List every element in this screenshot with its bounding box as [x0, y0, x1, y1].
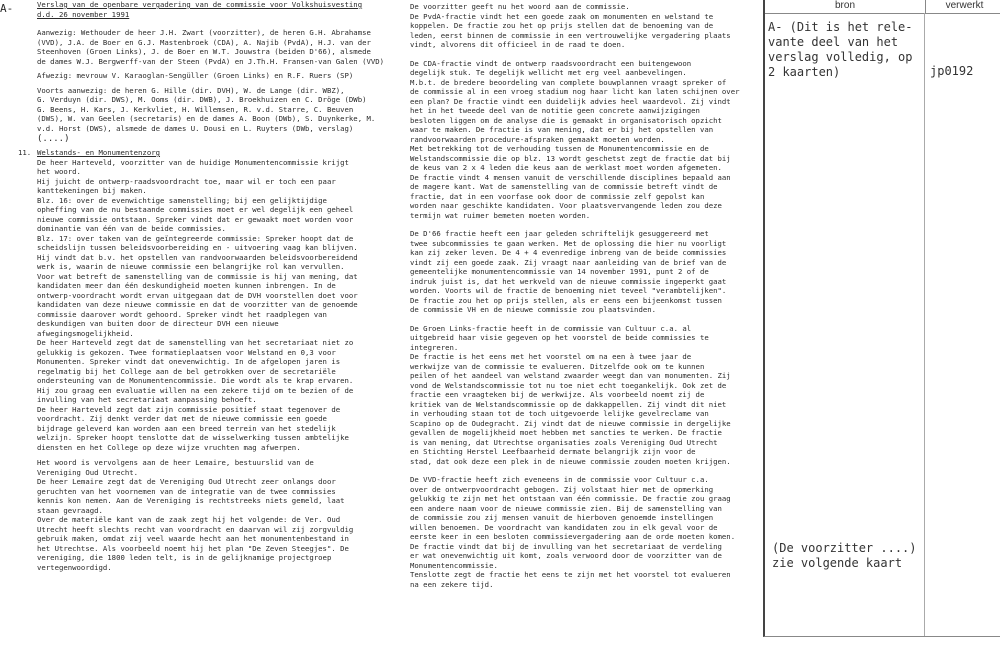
text-line: Over de materiële kant van de zaak zegt hij het volgende: de Ver. Oud	[37, 515, 341, 524]
left-column	[0, 0, 400, 572]
text-line: kanttekeningen bij maken.	[37, 186, 147, 195]
text-line: gemeentelijke monumentencommissie van 14 november 1991, punt 2 of de	[410, 267, 709, 276]
text-line: willen benoemen. De voordracht van kandidaten zou in elk geval voor de	[410, 522, 718, 532]
text-line: dominantie van één van de beide commissies.	[37, 224, 226, 233]
text-line: fractie, dat in een voorfase ook door de commissie zelf gepolst kan	[410, 191, 705, 201]
text-line: Scapino op de Oudegracht. Zij vindt dat de nieuwe commissie in dergelijke	[410, 418, 731, 428]
text-line: Het woord is vervolgens aan de heer Lemaire, bestuurslid van de	[37, 458, 314, 467]
text-line: er wat onevenwichtig uit komt, zoals verwoord door de voorzitter van de	[410, 551, 722, 560]
text-line: afwegingsmogelijkheid.	[37, 328, 134, 338]
card-column-divider	[924, 13, 925, 636]
text-line: Vereniging Oud Utrecht.	[37, 467, 139, 477]
header-bron: bron	[834, 0, 855, 11]
section-header	[0, 148, 400, 158]
text-line: voordracht. Zij denkt verder dat met de nieuwe commissie een goede	[37, 414, 327, 423]
card-footer-line: zie volgende kaart	[772, 556, 903, 570]
text-line: het in het tweede deel van de notitie geen concrete aanwijzigingen	[410, 106, 700, 115]
cda-block	[410, 59, 760, 221]
text-line: De fractie zou het op prijs stellen, als er eens een bijeenkomst tussen	[410, 295, 722, 305]
text-line: scheidslijn tussen beleidsvoorbereiding en - uitvoering vaag kan blijven.	[37, 243, 358, 252]
text-line: kritiek van de Welstandscommissie op de dakkappellen. Zij vindt dit niet	[410, 399, 727, 409]
attendance-present	[0, 28, 400, 66]
text-line: kandidaten van deze nieuwe commissie en dat de voorzitter van de genoemde	[37, 300, 358, 309]
card-note-line: 2 kaarten)	[768, 65, 841, 79]
text-line: ondersteuning van de Monumentencommissie. Die wordt als te krap ervaren.	[37, 376, 354, 385]
text-line: eerste keer in een besloten commissievergadering aan de orde moeten komen.	[410, 532, 736, 541]
text-line: worden. Voorts wil de fractie de benoeming niet teveel "verambtelijken".	[410, 286, 727, 295]
text-line: kennis kon nemen. Aan de Vereniging is rechtstreeks niets gemeld, laat	[37, 496, 345, 505]
middle-column	[410, 0, 760, 589]
text-line: vertegenwoordigd.	[37, 562, 112, 572]
text-line: De fractie vindt dat bij de invulling van het secretariaat de verdeling	[410, 541, 722, 551]
text-line: uitgebreid haar visie gegeven op het voorstel de beide commissies te	[410, 333, 709, 342]
text-line: het woord.	[37, 167, 81, 176]
text-line: gelukkig is gekozen. Twee formatieplaatsen voor Welstand en 0,3 voor	[37, 347, 336, 357]
text-line: worden naar geschikte kandidaten. Voor plaatsvervangende leden zou deze	[410, 201, 722, 210]
text-line: degelijk stuk. Te degelijk wellicht met erg veel aanbevelingen.	[410, 68, 687, 77]
text-line: besloten liggen om de analyse die is gemaakt in organisatorisch opzicht	[410, 115, 722, 125]
text-line: kandidaten meer dan één deskundigheid moeten kunnen inbrengen. In de	[37, 281, 336, 290]
card-note-line: A- (Dit is het rele-	[768, 20, 913, 34]
text-line: De heer Harteveld zegt dat zijn commissie positief staat tegenover de	[37, 404, 341, 414]
title-line: d.d. 26 november 1991	[37, 9, 130, 19]
attendance-also-present	[0, 86, 400, 134]
text-line: Steenhoven (Groen Links), J. de Boer en W.T. Jouwstra (beiden D'66), alsmede	[37, 47, 371, 56]
text-line: De heer Lemaire zegt dat de Vereniging Oud Utrecht zeer onlangs door	[37, 477, 336, 486]
text-line: fractie een vraagteken bij de werkwijze. Als voorbeeld noemt zij de	[410, 390, 705, 399]
text-line: de commissie al in een vroeg stadium nog haar licht kan laten schijnen over	[410, 87, 740, 96]
text-line: koppelen. De fractie zou het op prijs stellen dat de benoeming van de	[410, 21, 714, 30]
harteveld-paragraph	[0, 158, 400, 453]
text-line: De heer Harteveld, voorzitter van de huidige Monumentencommissie krijgt	[37, 157, 349, 167]
text-line: de dames W.J. Bergwerff-van der Steen (PvdA) en J.Th.H. Fransen-van Galen (VVD)	[37, 56, 385, 66]
text-line: commissie daarover wordt gehoord. Spreker vindt het raadplegen van	[37, 309, 327, 319]
text-line: De fractie vindt 4 mensen vanuit de verschillende disciplines bepaald aan	[410, 172, 731, 182]
text-line: Blz. 16: over de evenwichtige samenstelling; bij een gelijktijdige	[37, 195, 327, 205]
text-line: leden, eerst binnen de commissie in een vertrouwelijke vergadering plaats	[410, 30, 731, 40]
text-line: de magere kant. Wat de samenstelling van de commissie betreft vindt de	[410, 182, 718, 191]
lemaire-paragraph	[0, 458, 400, 572]
text-line: De CDA-fractie vindt de ontwerp raadsvoordracht een buitengewoon	[410, 58, 692, 68]
header-verwerkt: verwerkt	[925, 0, 1000, 13]
text-line: de commissie zou zij mensen vanuit de hierboven genoemde instellingen	[410, 513, 714, 522]
text-line: na een zekere tijd.	[410, 579, 494, 589]
text-line: ontwerp-voordracht wordt ervan uitgegaan dat de DVH voorstellen doet voor	[37, 290, 358, 300]
vvd-block	[410, 475, 760, 589]
text-line: de commissie VH en de nieuwe commissie zou plaatsvinden.	[410, 305, 657, 314]
text-line: De VVD-fractie heeft zich eveneens in de commissie voor Cultuur c.a.	[410, 475, 709, 484]
text-line: termijn wat ruimer bemeten moeten worden.	[410, 210, 591, 220]
text-line: opheffing van de nu bestaande commissies moet er wel degelijk een geheel	[37, 205, 354, 214]
text-line: in verhouding staan tot de toch uitgevoerde lelijke gevelreclame van	[410, 409, 709, 418]
text-line: G. Beens, H. Kars, J. Kerkvliet, H. Willemsen, R. v.d. Starre, C. Beuven	[37, 104, 354, 114]
text-line: De heer Harteveld zegt dat de samenstelling van het secretariaat niet zo	[37, 338, 354, 347]
text-line: werk is, waarin de nieuwe commissie een belangrijke rol kan vervullen.	[37, 262, 345, 271]
groenlinks-block	[410, 324, 760, 467]
text-line: Tenslotte zegt de fractie het eens te zijn met het voorstel tot evalueren	[410, 570, 731, 579]
text-line: Welstandscommissie die op blz. 13 wordt geschetst zegt de fractie dat bij	[410, 153, 731, 163]
margin-marker: A-	[0, 2, 14, 15]
text-line: een andere naam voor de nieuwe commissie zien. Bij de samenstelling van	[410, 503, 722, 513]
pvda-block	[410, 2, 760, 50]
text-line: randvoorwaarden procedure-afspraken gemaakt moeten worden.	[410, 134, 665, 144]
text-line: Hij vindt dat b.v. het opstellen van randvoorwaarden beleidsvoorbereidend	[37, 252, 358, 262]
text-line: De D'66 fractie heeft een jaar geleden schriftelijk gesuggereerd met	[410, 229, 709, 238]
text-line: welzijn. Spreker hoopt tenslotte dat de wisselwerking tussen ambtelijke	[37, 433, 349, 442]
text-line: gevallen de mogelijkheid moet hebben met sancties te werken. De fractie	[410, 428, 722, 437]
text-line: gebruik maken, omdat zij veel waarde hecht aan het monumentenbestand in	[37, 534, 349, 543]
text-line: indruk juist is, dat het werkveld van de nieuwe commissie ingeperkt gaat	[410, 276, 727, 286]
text-line: en Stichting Herstel Leefbaarheid dermate belangrijk zijn voor de	[410, 447, 696, 456]
text-line: stad, dat ook deze een plek in de nieuwe commissie zouden moeten krijgen.	[410, 456, 731, 466]
text-line: een plan? De fractie vindt een duidelijk advies heel waardevol. Zij vindt	[410, 96, 731, 106]
text-line: (VVD), J.A. de Boer en G.J. Mastenbroek (CDA), A. Najib (PvdA), H.J. van der	[37, 37, 371, 47]
d66-block	[410, 229, 760, 315]
text-line: bijdrage geleverd kan worden aan een breed terrein van het stedelijk	[37, 423, 336, 433]
card-code: jp0192	[930, 64, 974, 78]
text-line: waar te maken. De fractie is van mening, dat er bij het opstellen van	[410, 125, 714, 134]
text-line: staan gevraagd.	[37, 505, 103, 515]
attendance-absent	[0, 71, 400, 81]
text-line: geruchten van het voornemen van de integratie van de twee commissies	[37, 486, 336, 496]
text-line: Met betrekking tot de verhouding tussen de Monumentencommissie en de	[410, 144, 709, 153]
text-line: peilen of het aandeel van welstand zwaarder weegt dan van monumenten. Zij	[410, 371, 731, 380]
text-line: Aanwezig: Wethouder de heer J.H. Zwart (voorzitter), de heren G.H. Abrahamse	[37, 28, 371, 37]
text-line: G. Verduyn (dir. DWS), M. Ooms (dir. DWB), J. Broekhuizen en C. Dröge (DWb)	[37, 95, 367, 104]
ellipsis-marker: (....)	[37, 134, 70, 144]
text-line: (DWS), W. van Geelen (secretaris) en de dames A. Boon (DWb), S. Duynkerke, M.	[37, 114, 376, 123]
card-footer-line: (De voorzitter ....)	[772, 541, 917, 555]
text-line: regelmatig bij het College aan de bel getrokken over de secretariële	[37, 366, 336, 376]
text-line: nieuwe commissie ontstaan. Spreker vindt dat er gewaakt moet worden voor	[37, 214, 354, 224]
text-line: Utrecht heeft slechts recht van voordracht en daarvan wil zij zorgvuldig	[37, 524, 354, 534]
text-line: De voorzitter geeft nu het woord aan de commissie.	[410, 2, 630, 11]
text-line: het Utrechtse. Als voorbeeld noemt hij het plan "De Zeven Steegjes". De	[37, 543, 349, 553]
card-header	[765, 0, 1000, 14]
text-line: werkwijze van de commissie te evalueren. Ditzelfde ook om te kunnen	[410, 361, 705, 371]
text-line: deskundigen van buiten door de directeur DVH een nieuwe	[37, 319, 279, 328]
title-line: Verslag van de openbare vergadering van de commissie voor Volkshuisvesting	[37, 0, 363, 9]
text-line: Hij zou graag een evaluatie willen na een zekere tijd om te bezien of de	[37, 385, 354, 395]
text-line: kan zij zeker leven. De 4 + 4 evenredige inbreng van de beide commissies	[410, 248, 727, 257]
text-line: vereniging, die 1800 leden telt, is in de gelijknamige projectgroep	[37, 553, 332, 562]
text-line: vindt, alvorens dit officieel in de raad te doen.	[410, 40, 626, 49]
text-line: Monumentencommissie.	[410, 560, 498, 570]
text-line: De fractie is het eens met het voorstel om na een à twee jaar de	[410, 352, 692, 361]
card-footer	[772, 541, 917, 571]
text-line: v.d. Horst (DWS), alsmede de dames U. Dousi en L. Ruyters (DWb, verslag)	[37, 123, 354, 133]
text-line: Monumenten. Spreker vindt dat onevenwichtig. In de afgelopen jaren is	[37, 357, 341, 366]
text-line: De Groen Links-fractie heeft in de commissie van Cultuur c.a. al	[410, 323, 692, 333]
document-title	[0, 0, 400, 19]
card-note-line: vante deel van het	[768, 35, 899, 49]
text-line: Blz. 17: over taken van de geïntegreerde commissie: Spreker hoopt dat de	[37, 233, 354, 243]
text-line: diensten en het College op deze wijze vruchten mag afwerpen.	[37, 442, 301, 452]
section-number: 11.	[18, 148, 32, 157]
text-line: M.b.t. de bredere beoordeling van complete bouwplannen vraagt spreker of	[410, 77, 727, 87]
text-line: Voorts aanwezig: de heren G. Hille (dir. DVH), W. de Lange (dir. WBZ),	[37, 85, 345, 95]
card-note-line: verslag volledig, op	[768, 50, 913, 64]
text-line: integreren.	[410, 342, 459, 352]
text-line: Voor wat betreft de samenstelling van de commissie is hij van mening, dat	[37, 271, 358, 281]
text-line: over de ontwerpvoordracht gebogen. Zij volstaat hier met de opmerking	[410, 484, 714, 494]
text-line: vond de Welstandscommissie tot nu toe niet echt toegankelijk. Ook zet de	[410, 380, 727, 390]
text-line: Afwezig: mevrouw V. Karaoglan-Sengüller (Groen Links) en R.F. Ruers (SP)	[37, 71, 354, 80]
text-line: de keus van 2 x 4 leden die keus aan de werklast moet worden afgemeten.	[410, 163, 722, 172]
card-note	[768, 20, 913, 80]
text-line: De PvdA-fractie vindt het een goede zaak om monumenten en welstand te	[410, 11, 714, 21]
text-line: is van mening, dat Utrechtse organisaties zoals Vereniging Oud Utrecht	[410, 437, 718, 447]
text-line: vindt zij een goede zaak. Zij vraagt naar aanleiding van de brief van de	[410, 257, 727, 267]
text-line: gelukkig te zijn met het ontstaan van één commissie. De fractie zou graag	[410, 494, 731, 503]
text-line: Hij juicht de ontwerp-raadsvoordracht toe, maar wil er toch een paar	[37, 176, 336, 186]
section-title: Welstands- en Monumentenzorg	[37, 148, 161, 157]
text-line: twee subcommissies te gaan werken. Met de oplossing die hier nu voorligt	[410, 238, 727, 248]
text-line: invulling van het secretariaat aanpassing behoeft.	[37, 395, 257, 404]
